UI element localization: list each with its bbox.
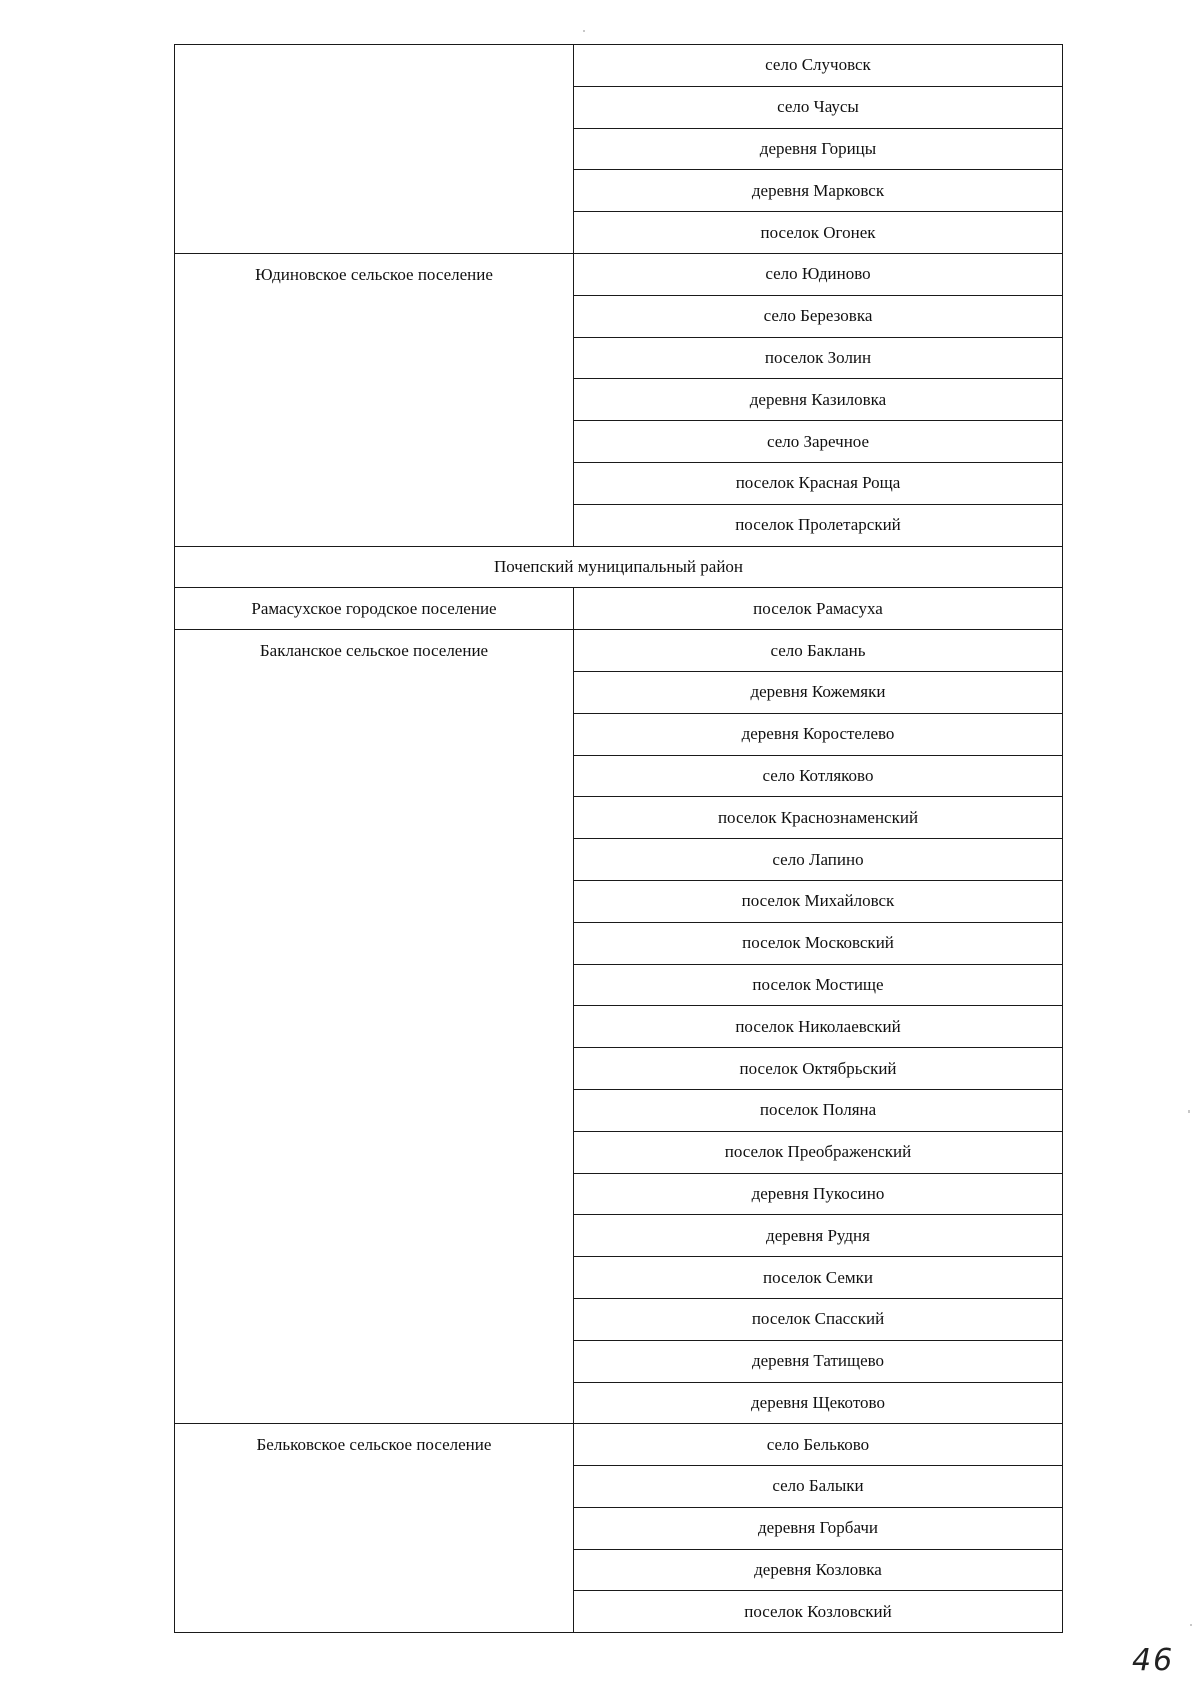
locality-name: поселок Московский xyxy=(574,922,1063,964)
locality-name: село Случовск xyxy=(574,45,1063,87)
locality-name: деревня Горицы xyxy=(574,128,1063,170)
table-row xyxy=(175,1424,1063,1466)
locality-name: поселок Козловский xyxy=(574,1591,1063,1633)
settlement-name: Рамасухское городское поселение xyxy=(175,588,574,630)
district-row xyxy=(175,546,1063,588)
settlement-name xyxy=(175,45,574,254)
locality-name: поселок Октябрьский xyxy=(574,1048,1063,1090)
locality-name: деревня Кожемяки xyxy=(574,671,1063,713)
locality-name: деревня Щекотово xyxy=(574,1382,1063,1424)
locality-name: поселок Мостище xyxy=(574,964,1063,1006)
table-row xyxy=(175,45,1063,87)
table-row xyxy=(175,253,1063,295)
scan-speck xyxy=(583,30,585,32)
locality-name: село Чаусы xyxy=(574,86,1063,128)
locality-name: поселок Рамасуха xyxy=(574,588,1063,630)
locality-name: деревня Марковск xyxy=(574,170,1063,212)
locality-name: село Юдиново xyxy=(574,253,1063,295)
locality-name: поселок Спасский xyxy=(574,1298,1063,1340)
settlements-table xyxy=(174,44,1063,1633)
locality-name: поселок Золин xyxy=(574,337,1063,379)
page-number: 46 xyxy=(1132,1643,1175,1678)
locality-name: село Лапино xyxy=(574,839,1063,881)
settlement-name: Юдиновское сельское поселение xyxy=(175,253,574,546)
district-name: Почепский муниципальный район xyxy=(175,546,1063,588)
locality-name: поселок Краснознаменский xyxy=(574,797,1063,839)
locality-name: деревня Козловка xyxy=(574,1549,1063,1591)
locality-name: поселок Огонек xyxy=(574,212,1063,254)
settlement-name: Бельковское сельское поселение xyxy=(175,1424,574,1633)
locality-name: село Балыки xyxy=(574,1466,1063,1508)
locality-name: село Котляково xyxy=(574,755,1063,797)
locality-name: поселок Семки xyxy=(574,1257,1063,1299)
locality-name: деревня Татищево xyxy=(574,1340,1063,1382)
locality-name: поселок Михайловск xyxy=(574,880,1063,922)
locality-name: село Баклань xyxy=(574,630,1063,672)
locality-name: село Березовка xyxy=(574,295,1063,337)
locality-name: село Заречное xyxy=(574,421,1063,463)
locality-name: деревня Казиловка xyxy=(574,379,1063,421)
settlement-name: Бакланское сельское поселение xyxy=(175,630,574,1424)
locality-name: деревня Горбачи xyxy=(574,1507,1063,1549)
locality-name: поселок Поляна xyxy=(574,1089,1063,1131)
table-row xyxy=(175,630,1063,672)
locality-name: деревня Пукосино xyxy=(574,1173,1063,1215)
locality-name: поселок Пролетарский xyxy=(574,504,1063,546)
locality-name: деревня Рудня xyxy=(574,1215,1063,1257)
settlements-table-body xyxy=(175,45,1063,1633)
scan-speck xyxy=(1188,1110,1190,1113)
locality-name: поселок Николаевский xyxy=(574,1006,1063,1048)
locality-name: деревня Коростелево xyxy=(574,713,1063,755)
locality-name: село Бельково xyxy=(574,1424,1063,1466)
table-row xyxy=(175,588,1063,630)
locality-name: поселок Красная Роща xyxy=(574,462,1063,504)
scan-speck xyxy=(1190,1624,1192,1626)
locality-name: поселок Преображенский xyxy=(574,1131,1063,1173)
